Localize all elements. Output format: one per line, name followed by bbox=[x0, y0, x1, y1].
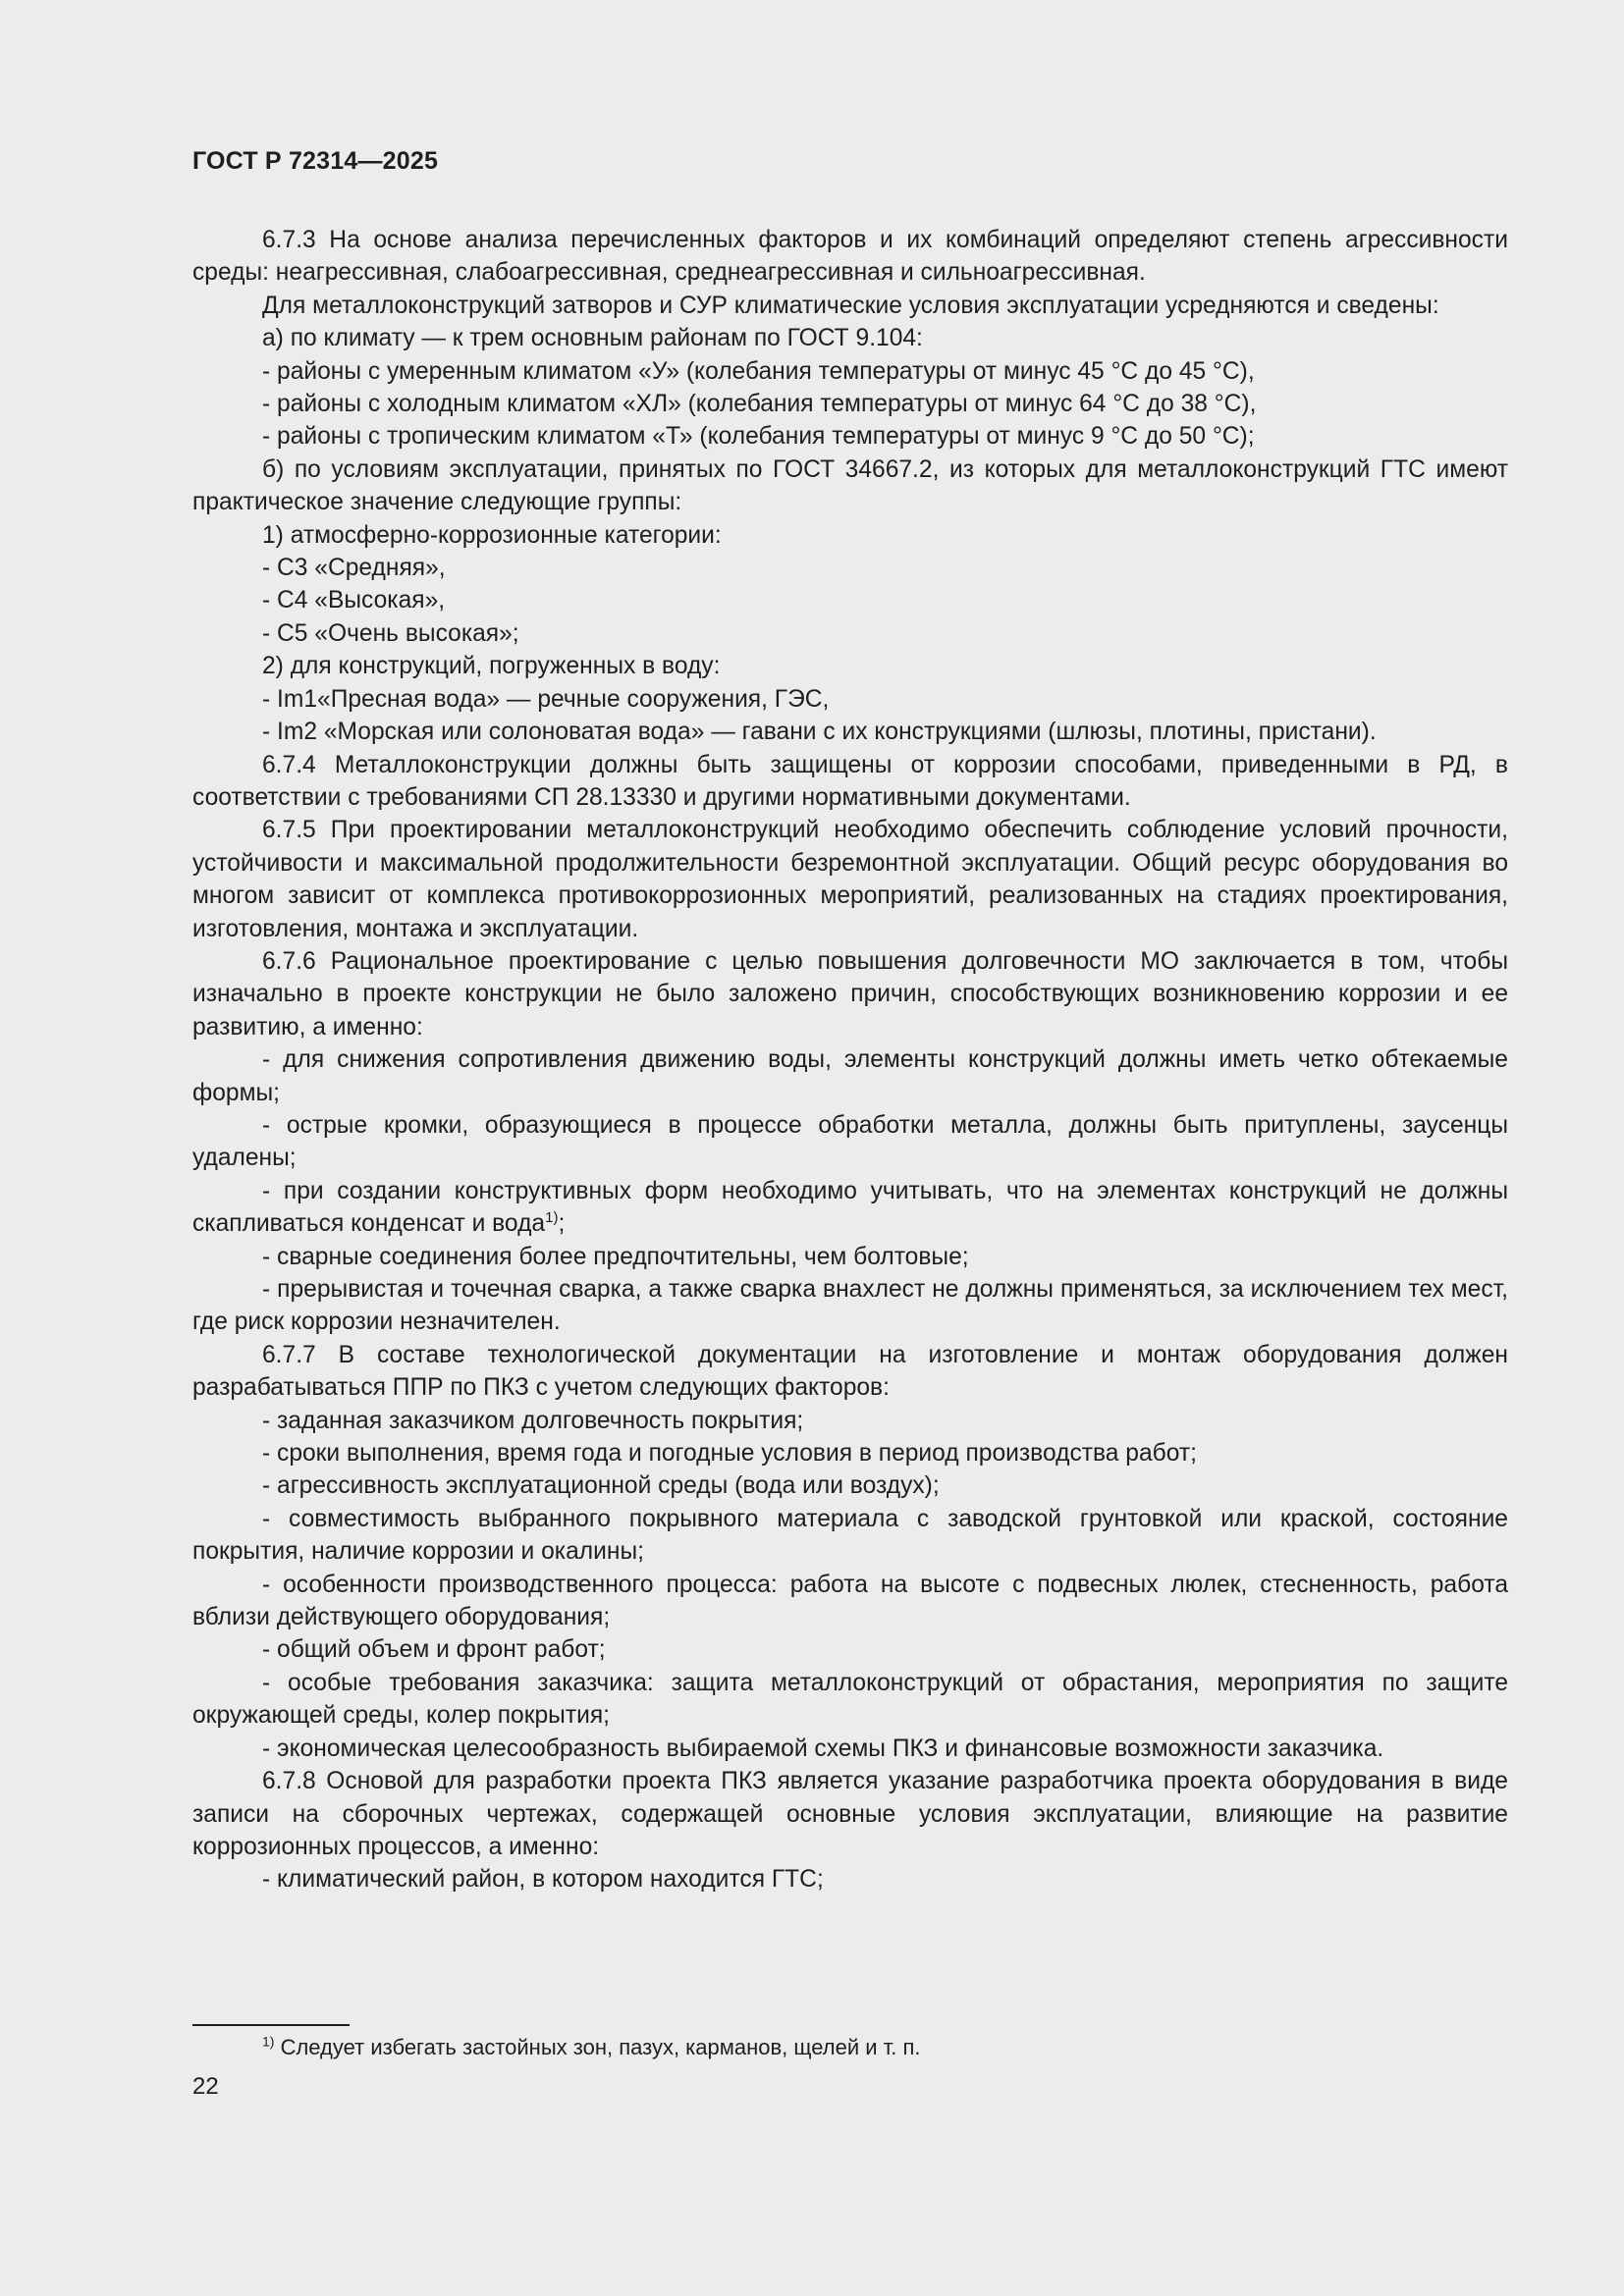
list-item: - районы с умеренным климатом «У» (колебания температуры от минус 45 °С до 45 °С), bbox=[262, 357, 1255, 385]
list-item: - районы с тропическим климатом «Т» (колебания температуры от минус 9 °С до 50 °С); bbox=[262, 423, 1255, 451]
list-item: - особые требования заказчика: защита металлоконструкций от обрастания, мероприятия по защите окружающей среды, колер покрытия; bbox=[192, 1669, 1508, 1730]
list-item-tail: ; bbox=[558, 1210, 566, 1238]
body-text bbox=[192, 224, 1508, 1896]
paragraph: 6.7.4 Металлоконструкции должны быть защищены от коррозии способами, приведенными в РД, в соответствии с требованиями СП 28.13330 и другими нормативными документами. bbox=[192, 751, 1508, 811]
list-item: - особенности производственного процесса: работа на высоте с подвесных люлек, стесненность, работа вблизи действующего оборудования; bbox=[192, 1571, 1508, 1631]
list-item: - для снижения сопротивления движению воды, элементы конструкций должны иметь четко обтекаемые формы; bbox=[192, 1046, 1508, 1106]
paragraph: Для металлоконструкций затворов и СУР климатические условия эксплуатации усредняются и сведены: bbox=[262, 292, 1439, 319]
list-item: - климатический район, в котором находится ГТС; bbox=[262, 1866, 824, 1894]
list-item: - Im1«Пресная вода» — речные сооружения, ГЭС, bbox=[262, 685, 830, 713]
list-item: - С5 «Очень высокая»; bbox=[262, 619, 519, 647]
document-code-header: ГОСТ Р 72314—2025 bbox=[192, 147, 439, 175]
list-item: - заданная заказчиком долговечность покрытия; bbox=[262, 1407, 804, 1434]
list-item: - районы с холодным климатом «ХЛ» (колебания температуры от минус 64 °С до 38 °С), bbox=[262, 391, 1257, 418]
paragraph: 6.7.3 На основе анализа перечисленных факторов и их комбинаций определяют степень агрессивности среды: неагрессивная, слабоагрессивная, среднеагрессивная и сильноагрессивная. bbox=[192, 227, 1508, 287]
paragraph: 6.7.7 В составе технологической документации на изготовление и монтаж оборудования должен разрабатываться ППР по ПКЗ с учетом следующих факторов: bbox=[192, 1341, 1508, 1402]
list-item: б) по условиям эксплуатации, принятых по ГОСТ 34667.2, из которых для металлоконструкций ГТС имеют практическое значение следующие группы: bbox=[192, 455, 1508, 516]
list-item: 2) для конструкций, погруженных в воду: bbox=[262, 653, 721, 680]
footnote-text: Следует избегать застойных зон, пазух, карманов, щелей и т. п. bbox=[280, 2035, 921, 2059]
paragraph: 6.7.8 Основой для разработки проекта ПКЗ является указание разработчика проекта оборудования в виде записи на сборочных чертежах, содержащей основные условия эксплуатации, влияющие на развитие коррозионных процессов, а именно: bbox=[192, 1768, 1508, 1860]
footnote-reference: 1) bbox=[545, 1209, 559, 1226]
list-item: - прерывистая и точечная сварка, а также сварка внахлест не должны применяться, за исключением тех мест, где риск коррозии незначителен. bbox=[192, 1276, 1508, 1336]
paragraph: 6.7.5 При проектировании металлоконструкций необходимо обеспечить соблюдение условий прочности, устойчивости и максимальной продолжительности безремонтной эксплуатации. Общий ресурс оборудования во многом зависит от комплекса противокоррозионных мероприятий, реализованных на стадиях проектирования, изготовления, монтажа и эксплуатации. bbox=[192, 817, 1508, 942]
list-item: - общий объем и фронт работ; bbox=[262, 1636, 606, 1664]
list-item: - сварные соединения более предпочтительны, чем болтовые; bbox=[262, 1243, 969, 1270]
list-item: а) по климату — к трем основным районам по ГОСТ 9.104: bbox=[262, 325, 923, 352]
list-item: - острые кромки, образующиеся в процессе обработки металла, должны быть притуплены, заусенцы удалены; bbox=[192, 1111, 1508, 1172]
footnote-divider bbox=[192, 2024, 350, 2026]
page-number: 22 bbox=[192, 2073, 219, 2100]
list-item: - С4 «Высокая», bbox=[262, 587, 446, 614]
list-item: 1) атмосферно-коррозионные категории: bbox=[262, 521, 722, 549]
list-item: - Im2 «Морская или солоноватая вода» — гавани с их конструкциями (шлюзы, плотины, пристани). bbox=[262, 719, 1377, 746]
list-item bbox=[192, 1175, 1508, 1241]
list-item: - С3 «Средняя», bbox=[262, 555, 446, 582]
list-item: - экономическая целесообразность выбираемой схемы ПКЗ и финансовые возможности заказчика. bbox=[262, 1735, 1384, 1762]
list-item: - сроки выполнения, время года и погодные условия в период производства работ; bbox=[262, 1440, 1197, 1468]
footnote bbox=[262, 2033, 1440, 2062]
list-item-text: - при создании конструктивных форм необходимо учитывать, что на элементах конструкций не должны скапливаться конденсат и вода bbox=[192, 1177, 1508, 1238]
list-item: - агрессивность эксплуатационной среды (вода или воздух); bbox=[262, 1472, 940, 1500]
list-item: - совместимость выбранного покрывного материала с заводской грунтовкой или краской, состояние покрытия, наличие коррозии и окалины; bbox=[192, 1505, 1508, 1566]
paragraph: 6.7.6 Рациональное проектирование с целью повышения долговечности МО заключается в том, чтобы изначально в проекте конструкции не было заложено причин, способствующих возникновению коррозии и ее развитию, а именно: bbox=[192, 947, 1508, 1041]
footnote-marker: 1) bbox=[262, 2033, 275, 2050]
